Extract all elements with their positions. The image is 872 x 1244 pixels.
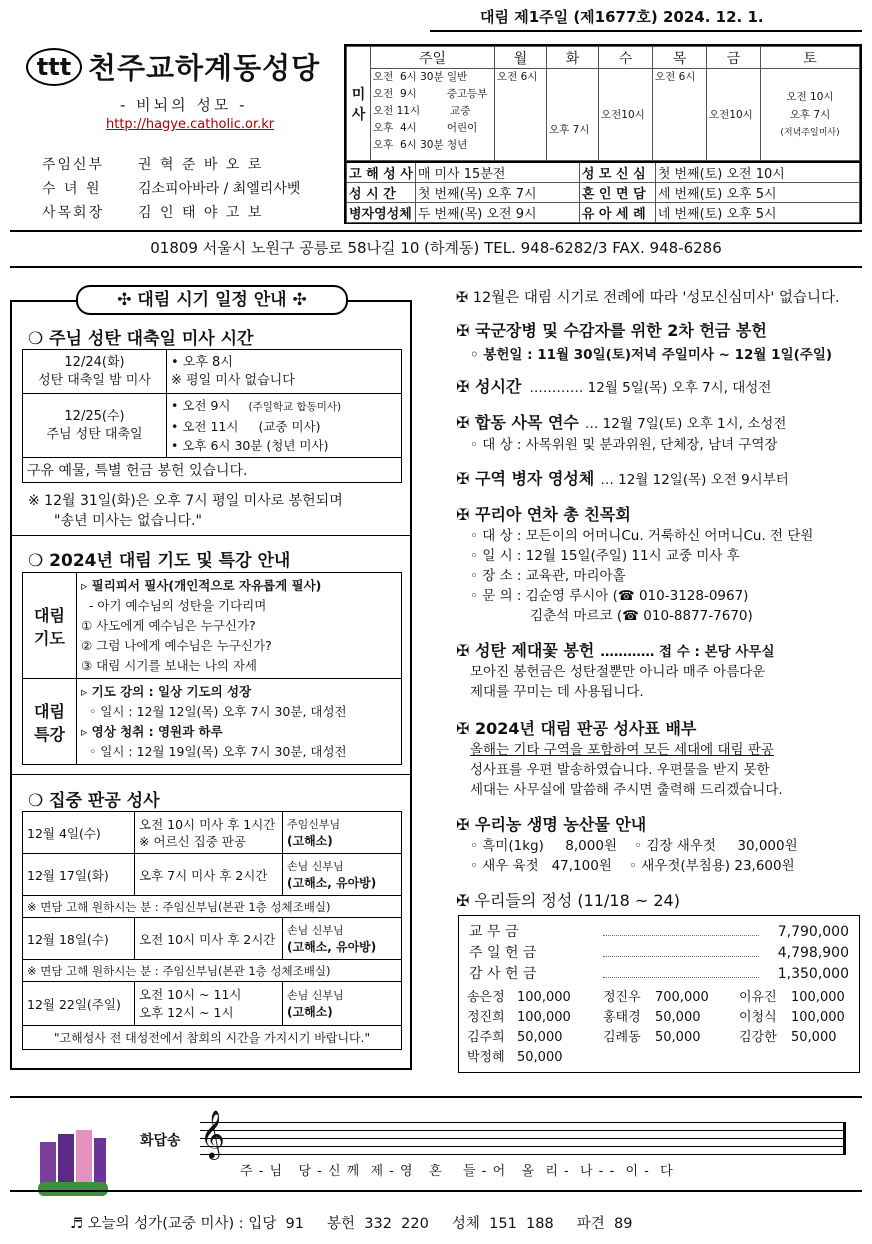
notice-7: ✠ 성탄 제대꽃 봉헌 ………… 접 수 : 본당 사무실 (456, 641, 775, 660)
sacr-holyhour-time: 첫 번째(목) 오후 7시 (415, 183, 579, 203)
notice-4-detail: ◦ 대 상 : 사목위원 및 분과위원, 단체장, 남녀 구역장 (470, 437, 778, 453)
prayer-heading: ❍ 2024년 대림 기도 및 특강 안내 (28, 551, 291, 571)
notice-7-detail: 모아진 봉헌금은 성탄절뿐만 아니라 매주 아름다운 제대를 꾸미는 데 사용됩니다. (470, 664, 766, 700)
sacr-marriage: 혼 인 면 담 (579, 183, 655, 203)
donor-list: 송은정 100,000 정진우 700,000 이유진 100,000 정진희 100,000 홍태경 50,000 이청식 100,000 김주희 50,000 김례동 50,000 김강한 50,000 박정혜 50,000 (467, 990, 845, 1065)
tue-times: 오후 7시 (547, 69, 599, 161)
notice-2: ✠ 국군장병 및 수감자를 위한 2차 헌금 봉헌 (456, 321, 767, 340)
sacr-confession: 고 해 성 사 (347, 162, 416, 183)
psalm-label: 화답송 (140, 1133, 181, 1149)
sacr-holyhour: 성 시 간 (347, 183, 416, 203)
sun-times: 오전 6시 30분 일반 오전 9시 중고등부 오전 11시 교중 오후 4시 어린이 오후 6시 30분 청년 (371, 69, 495, 161)
church-name: 천주교하계동성당 (88, 51, 321, 85)
day-sat: 토 (761, 47, 860, 69)
mass-label: 미사 (347, 47, 371, 161)
sacr-baptism-time: 네 번째(토) 오후 5시 (655, 203, 859, 223)
staff-convent: 수 녀 원 김소피아바라 / 최엘리사벳 (42, 181, 301, 197)
sacr-confession-time: 매 미사 15분전 (415, 162, 579, 183)
christmas-mass-heading: ❍ 주님 성탄 대축일 미사 시간 (28, 329, 254, 349)
sacr-marriage-time: 세 번째(토) 오후 5시 (655, 183, 859, 203)
day-fri: 금 (707, 47, 761, 69)
sacr-marian-time: 첫 번째(토) 오전 10시 (655, 162, 859, 183)
notice-10: ✠ 우리들의 정성 (11/18 ~ 24) (456, 891, 680, 910)
staff-council: 사목회장 김 인 태 야 고 보 (42, 205, 264, 221)
day-thu: 목 (653, 47, 707, 69)
day-sun: 주일 (371, 47, 495, 69)
logo-mark-icon: ttt (26, 48, 82, 86)
day-wed: 수 (599, 47, 653, 69)
patron-subtitle: - 비뇌의 성모 - (120, 96, 248, 114)
confession-table: 12월 4일(수) 오전 10시 미사 후 1시간 ※ 어르신 집중 판공 주임신부님 (고해소) 12월 17일(화) 오후 7시 미사 후 2시간 손님 신부님 (고해소, 유아방) ※ 면담 고해 원하시는 분 : 주임신부님(본관 1층 성체조배실) 12월 18일(수) 오전 10시 미사 후 2시간 손님 신부님 (고해소, 유아방) ※ 면담 고해 원하시는 분 : 주임신부님(본관 1층 성체조배실) 12월 22일(주일) 오전 10시 ~ 11시 오후 12시 ~ 1시 손님 신부님 (고해소) "고해성사 전 대성전에서 참회의 시간을 가지시기 바랍니다." (22, 811, 402, 1050)
confession-heading: ❍ 집중 판공 성사 (28, 791, 160, 811)
notice-5: ✠ 구역 병자 영성체 … 12월 12일(목) 오전 9시부터 (456, 469, 789, 488)
notice-9: ✠ 우리농 생명 농산물 안내 (456, 815, 647, 834)
note-year-end: ※ 12월 31일(화)은 오후 7시 평일 미사로 봉헌되며 (28, 493, 343, 509)
notice-8-detail: 올해는 기타 구역을 포함하여 모든 세대에 대림 판공 성사표를 우편 발송하였습니다. 우편물을 받지 못한 세대는 사무실에 말씀해 주시면 출력해 드리겠습니다. (470, 742, 783, 798)
day-tue: 화 (547, 47, 599, 69)
staff-pastor: 주임신부 권 혁 준 바 오 로 (42, 157, 264, 173)
christmas-mass-table: 12/24(화) 성탄 대축일 밤 미사 • 오후 8시 ※ 평일 미사 없습니다 12/25(수) 주님 성탄 대축일 • 오전 9시 (주일학교 합동미사) • 오전 11시 (교중 미사) • 오후 6시 30분 (청년 미사) 구유 예물, 특별 헌금 봉헌 있습니다. (22, 349, 402, 483)
notice-4: ✠ 합동 사목 연수 … 12월 7일(토) 오후 1시, 소성전 (456, 413, 787, 432)
fri-times: 오전10시 (707, 69, 761, 161)
sat-times: 오전 10시 오후 7시 (저녁주일미사) (761, 69, 860, 161)
todays-hymns: ♬ 오늘의 성가(교중 미사) : 입당 91 봉헌 332 220 성체 151 188 파견 89 (70, 1216, 633, 1232)
notice-1: ✠ 12월은 대림 시기로 전례에 따라 '성모신심미사' 없습니다. (456, 290, 840, 306)
psalm-lyrics: 주 - 님 당 - 신 께 제 - 영 혼 들 - 어 올 리 - 나 - - 이 - 다 (240, 1164, 674, 1179)
advent-title: ✣ 대림 시기 일정 안내 ✣ (76, 285, 348, 315)
mon-times: 오전 6시 (495, 69, 547, 161)
prayer-table: 대림 기도 ▹ 필리피서 필사(개인적으로 자유롭게 필사) - 아기 예수님의 성탄을 기다리며 ① 사도에게 예수님은 누구신가? ② 그럼 나에게 예수님은 누구신가? ③ 대림 시기를 보내는 나의 자세 대림 특강 ▹ 기도 강의 : 일상 기도의 성장 ◦ 일시 : 12월 12일(목) 오후 7시 30분, 대성전 ▹ 영상 청취 : 영원과 하루 ◦ 일시 : 12월 19일(목) 오후 7시 30분, 대성전 (22, 572, 402, 765)
thu-times: 오전 6시 (653, 69, 707, 161)
sacr-sick-time: 두 번째(목) 오전 9시 (415, 203, 579, 223)
notice-9-detail: ◦ 흑미(1kg) 8,000원 ◦ 김장 새우젓 30,000원 ◦ 새우 육젓 47,100원 ◦ 새우젓(부침용) 23,600원 (470, 838, 798, 874)
church-address: 01809 서울시 노원구 공릉로 58나길 10 (하계동) TEL. 948-6282/3 FAX. 948-6286 (150, 239, 722, 257)
note-year-end-2: "송년 미사는 없습니다." (54, 513, 202, 529)
church-url-link[interactable]: http://hagye.catholic.or.kr (106, 117, 275, 132)
notice-6: ✠ 꾸리아 연차 총 친목회 (456, 505, 631, 524)
notice-8: ✠ 2024년 대림 판공 성사표 배부 (456, 719, 697, 738)
mass-schedule (344, 44, 862, 224)
notice-3: ✠ 성시간 ………… 12월 5일(목) 오후 7시, 대성전 (456, 377, 772, 396)
advent-candles-image (38, 1112, 108, 1196)
wed-times: 오전10시 (599, 69, 653, 161)
offering-totals: 교 무 금 7,790,000 주 일 헌 금 4,798,900 감 사 헌 금 1,350,000 (469, 924, 849, 982)
church-logo (26, 46, 320, 87)
treble-clef-icon: 𝄞 (200, 1109, 225, 1158)
notice-2-detail: ◦ 봉헌일 : 11월 30일(토)저녁 주일미사 ~ 12월 1일(주일) (470, 347, 833, 363)
sacr-sick: 병자영성체 (347, 203, 416, 223)
day-mon: 월 (495, 47, 547, 69)
offerings-box (458, 915, 860, 1073)
notice-6-detail: ◦ 대 상 : 모든이의 어머니Cu. 거룩하신 어머니Cu. 전 단원 ◦ 일 시 : 12월 15일(주일) 11시 교중 미사 후 ◦ 장 소 : 교육관, 마리아홀 ◦ 문 의 : 김순영 루시아 (☎ 010-3128-0967) 김춘석 마르코 (☎ 010-8877-7670) (470, 528, 814, 624)
sacr-marian: 성 모 신 심 (579, 162, 655, 183)
sacr-baptism: 유 아 세 례 (579, 203, 655, 223)
issue-date: 대림 제1주일 (제1677호) 2024. 12. 1. (480, 8, 764, 26)
